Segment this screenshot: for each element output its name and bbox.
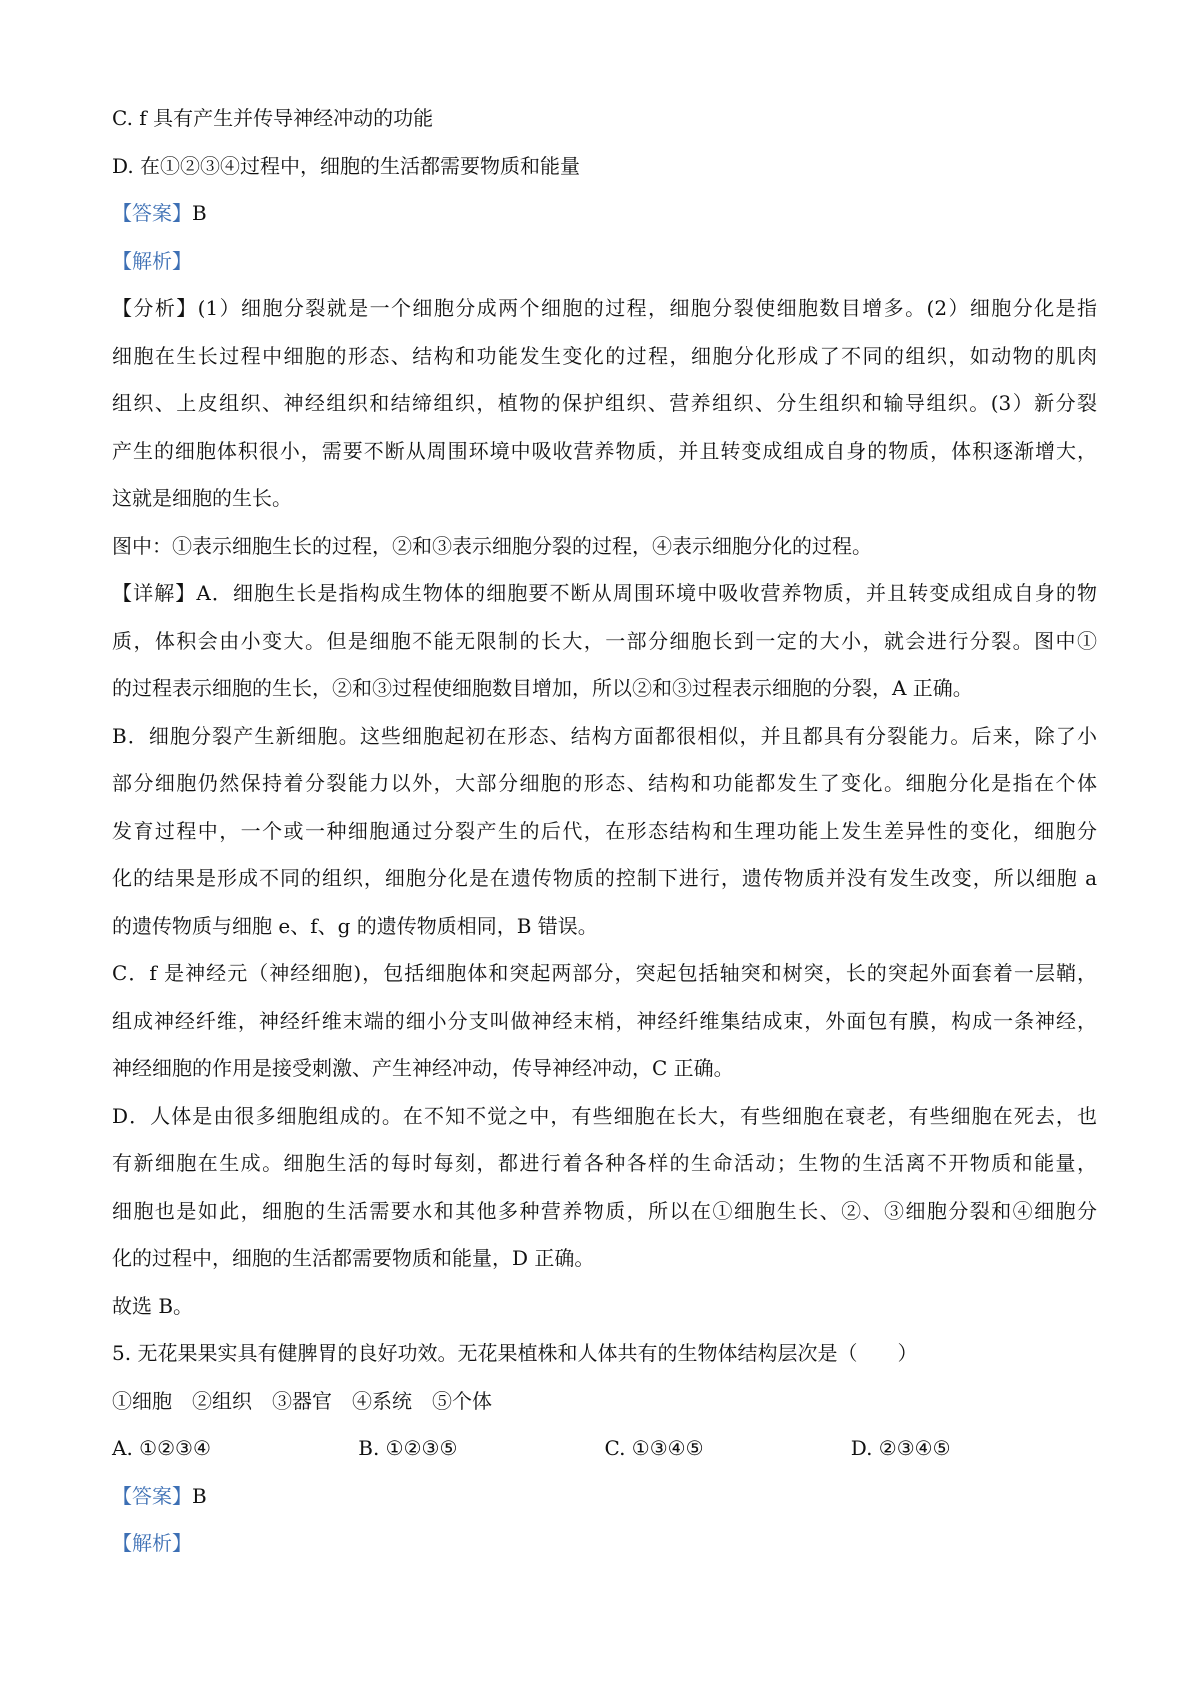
option-c: C. f 具有产生并传导神经冲动的功能 (112, 106, 434, 130)
text-line: 发育过程中，一个或一种细胞通过分裂产生的后代，在形态结构和生理功能上发生差异性的变化，细胞分 (112, 818, 1097, 843)
analysis-bracket-open: 【 (112, 248, 132, 273)
option-d: D. 在①②③④过程中，细胞的生活都需要物质和能量 (112, 153, 581, 178)
analysis-label-text: 解析 (132, 1531, 172, 1555)
text-line: 神经细胞的作用是接受刺激、产生神经冲动，传导神经冲动，C 正确。 (112, 1056, 734, 1080)
text-line: 【分析】(1）细胞分裂就是一个细胞分成两个细胞的过程，细胞分裂使细胞数目增多。(2）细胞分化是指 (112, 296, 1097, 320)
text-line: 有新细胞在生成。细胞生活的每时每刻，都进行着各种各样的生命活动；生物的生活离不开物质和能量， (112, 1151, 1097, 1175)
text-line: C．f 是神经元（神经细胞)，包括细胞体和突起两部分，突起包括轴突和树突，长的突起外面套着一层鞘， (112, 961, 1097, 985)
answer-value: B (192, 1483, 207, 1508)
question-5-stem: 5. 无花果果实具有健脾胃的良好功效。无花果植株和人体共有的生物体结构层次是（ ） (112, 1341, 918, 1365)
answer-label: 答案 (132, 1483, 172, 1508)
question-5-choices (112, 1425, 1097, 1473)
answer-bracket-open: 【 (112, 1483, 132, 1508)
text-line: 细胞也是如此，细胞的生活需要水和其他多种营养物质，所以在①细胞生长、②、③细胞分裂和④细胞分 (112, 1198, 1097, 1223)
text-line: 【详解】A．细胞生长是指构成生物体的细胞要不断从周围环境中吸收营养物质，并且转变成组成自身的物 (112, 581, 1097, 605)
answer-label: 答案 (132, 201, 172, 225)
detail-b-paragraph (112, 713, 1097, 951)
analysis-bracket-open: 【 (112, 1531, 132, 1555)
document-page (112, 95, 1097, 1568)
fenxi-paragraph (112, 285, 1097, 523)
answer-bracket-close: 】 (172, 201, 192, 225)
text-line: D．人体是由很多细胞组成的。在不知不觉之中，有些细胞在长大，有些细胞在衰老，有些细胞在死去，也 (112, 1103, 1097, 1128)
text-line: B．细胞分裂产生新细胞。这些细胞起初在形态、结构方面都很相似，并且都具有分裂能力。后来，除了小 (112, 723, 1097, 748)
text-line: 的过程表示细胞的生长，②和③过程使细胞数目增加，所以②和③过程表示细胞的分裂，A 正确。 (112, 676, 973, 700)
conclusion: 故选 B。 (112, 1293, 194, 1318)
figure-note: 图中：①表示细胞生长的过程，②和③表示细胞分裂的过程，④表示细胞分化的过程。 (112, 533, 872, 558)
text-line: 这就是细胞的生长。 (112, 486, 292, 510)
choice-b: B. ①②③⑤ (358, 1436, 458, 1460)
analysis-label (112, 238, 1097, 286)
analysis-bracket-close: 】 (172, 248, 192, 273)
q5-analysis-label (112, 1520, 1097, 1568)
answer-line (112, 190, 1097, 238)
text-line: 部分细胞仍然保持着分裂能力以外，大部分细胞的形态、结构和功能都发生了变化。细胞分化是指在个体 (112, 771, 1097, 795)
choice-a: A. ①②③④ (112, 1436, 211, 1460)
answer-bracket-close: 】 (172, 1483, 192, 1508)
text-line: 细胞在生长过程中细胞的形态、结构和功能发生变化的过程，细胞分化形成了不同的组织，如动物的肌肉 (112, 343, 1097, 368)
text-line: 产生的细胞体积很小，需要不断从周围环境中吸收营养物质，并且转变成组成自身的物质，体积逐渐增大， (112, 438, 1097, 463)
text-line: 化的结果是形成不同的组织，细胞分化是在遗传物质的控制下进行，遗传物质并没有发生改变，所以细胞 a (112, 866, 1097, 890)
detail-a-paragraph (112, 570, 1097, 713)
answer-value: B (192, 201, 207, 225)
text-line: 的遗传物质与细胞 e、f、g 的遗传物质相同，B 错误。 (112, 913, 598, 938)
choice-d: D. ②③④⑤ (850, 1436, 951, 1460)
text-line: 质，体积会由小变大。但是细胞不能无限制的长大，一部分细胞长到一定的大小，就会进行分裂。图中① (112, 628, 1097, 653)
detail-c-paragraph (112, 950, 1097, 1093)
choice-c: C. ①③④⑤ (604, 1436, 704, 1460)
text-line: 组织、上皮组织、神经组织和结缔组织，植物的保护组织、营养组织、分生组织和输导组织。(3）新分裂 (112, 391, 1097, 415)
answer-bracket-open: 【 (112, 201, 132, 225)
analysis-label-text: 解析 (132, 248, 172, 273)
q5-answer-line (112, 1473, 1097, 1521)
detail-d-paragraph (112, 1093, 1097, 1283)
text-line: 组成神经纤维，神经纤维末端的细小分支叫做神经末梢，神经纤维集结成束，外面包有膜，构成一条神经， (112, 1008, 1097, 1033)
question-5-items: ①细胞 ②组织 ③器官 ④系统 ⑤个体 (112, 1388, 492, 1413)
analysis-bracket-close: 】 (172, 1531, 192, 1555)
text-line: 化的过程中，细胞的生活都需要物质和能量，D 正确。 (112, 1246, 595, 1270)
